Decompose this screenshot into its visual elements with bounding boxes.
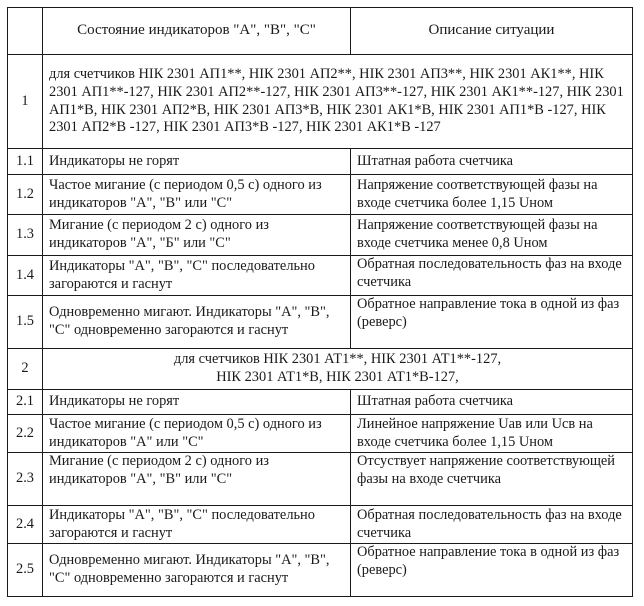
row-description: Отсуствует напряжение соответствующей фазы на входе счетчика <box>351 453 633 506</box>
row-num: 1.5 <box>8 296 43 349</box>
row-description: Напряжение соответствующей фазы на входе счетчика более 1,15 Uном <box>351 175 633 215</box>
table-row <box>8 415 633 453</box>
row-num: 2.4 <box>8 506 43 544</box>
table-row <box>8 544 633 597</box>
row-num: 1.1 <box>8 149 43 175</box>
row-state: Индикаторы не горят <box>43 149 351 175</box>
row-state: Одновременно мигают. Индикаторы "А", "В", "С" одновременно загораются и гаснут <box>43 544 351 597</box>
row-num: 2.1 <box>8 390 43 415</box>
header-num-cell <box>8 8 43 55</box>
header-description-cell: Описание ситуации <box>351 8 633 55</box>
row-state: Индикаторы "А", "В", "С" последовательно загораются и гаснут <box>43 256 351 296</box>
group-title-line-1: для счетчиков НІК 2301 АТ1**, НІК 2301 АТ1**-127, <box>173 351 502 368</box>
group-title <box>43 349 633 390</box>
row-description: Штатная работа счетчика <box>351 149 633 175</box>
row-num: 2.5 <box>8 544 43 597</box>
indicator-states-table <box>7 7 633 597</box>
row-num: 2.3 <box>8 453 43 506</box>
row-state: Частое мигание (с периодом 0,5 с) одного из индикаторов "А", "В" или "С" <box>43 175 351 215</box>
row-num: 1.2 <box>8 175 43 215</box>
group-num: 2 <box>8 349 43 390</box>
table-row <box>8 506 633 544</box>
row-num: 1.4 <box>8 256 43 296</box>
group-num: 1 <box>8 55 43 149</box>
row-description: Линейное напряжение Uав или Uсв на входе счетчика более 1,15 Uном <box>351 415 633 453</box>
row-description: Напряжение соответствующей фазы на входе счетчика менее 0,8 Uном <box>351 215 633 256</box>
row-state: Одновременно мигают. Индикаторы "А", "В", "С" одновременно загораются и гаснут <box>43 296 351 349</box>
row-num: 1.3 <box>8 215 43 256</box>
table-row <box>8 296 633 349</box>
group-title: для счетчиков НІК 2301 АП1**, НІК 2301 АП2**, НІК 2301 АП3**, НІК 2301 АК1**, НІК 2301 АП1**-127, НІК 2301 АП2**-127, НІК 2301 АП3**-127, НІК 2301 АК1**-127, НІК 2301 АП1*В, НІК 2301 АП2*В, НІК 2301 АП3*В, НІК 2301 АК1*В, НІК 2301 АП1*В -127, НІК 2301 АП2*В -127, НІК 2301 АП3*В -127, НІК 2301 АК1*В -127 <box>43 55 633 149</box>
row-description: Обратная последовательность фаз на входе счетчика <box>351 506 633 544</box>
row-description: Обратная последовательность фаз на входе счетчика <box>351 256 633 296</box>
table-row <box>8 390 633 415</box>
row-num: 2.2 <box>8 415 43 453</box>
row-description: Штатная работа счетчика <box>351 390 633 415</box>
table-row <box>8 175 633 215</box>
table-row <box>8 453 633 506</box>
header-state-cell: Состояние индикаторов "А", "В", "С" <box>43 8 351 55</box>
group-row-2 <box>8 349 633 390</box>
row-state: Частое мигание (с периодом 0,5 с) одного из индикаторов "А" или "С" <box>43 415 351 453</box>
row-state: Мигание (с периодом 2 с) одного из индикаторов "А", "В" или "С" <box>43 453 351 506</box>
row-state: Индикаторы не горят <box>43 390 351 415</box>
row-state: Индикаторы "А", "В", "С" последовательно загораются и гаснут <box>43 506 351 544</box>
table-row <box>8 215 633 256</box>
row-state: Мигание (с периодом 2 с) одного из индикаторов "А", "Б" или "С" <box>43 215 351 256</box>
group-title-line-2: НІК 2301 АТ1*В, НІК 2301 АТ1*В-127, <box>216 369 459 385</box>
group-row-1 <box>8 55 633 149</box>
table-row <box>8 256 633 296</box>
table-header-row <box>8 8 633 55</box>
row-description: Обратное направление тока в одной из фаз (реверс) <box>351 296 633 349</box>
row-description: Обратное направление тока в одной из фаз (реверс) <box>351 544 633 597</box>
table-row <box>8 149 633 175</box>
